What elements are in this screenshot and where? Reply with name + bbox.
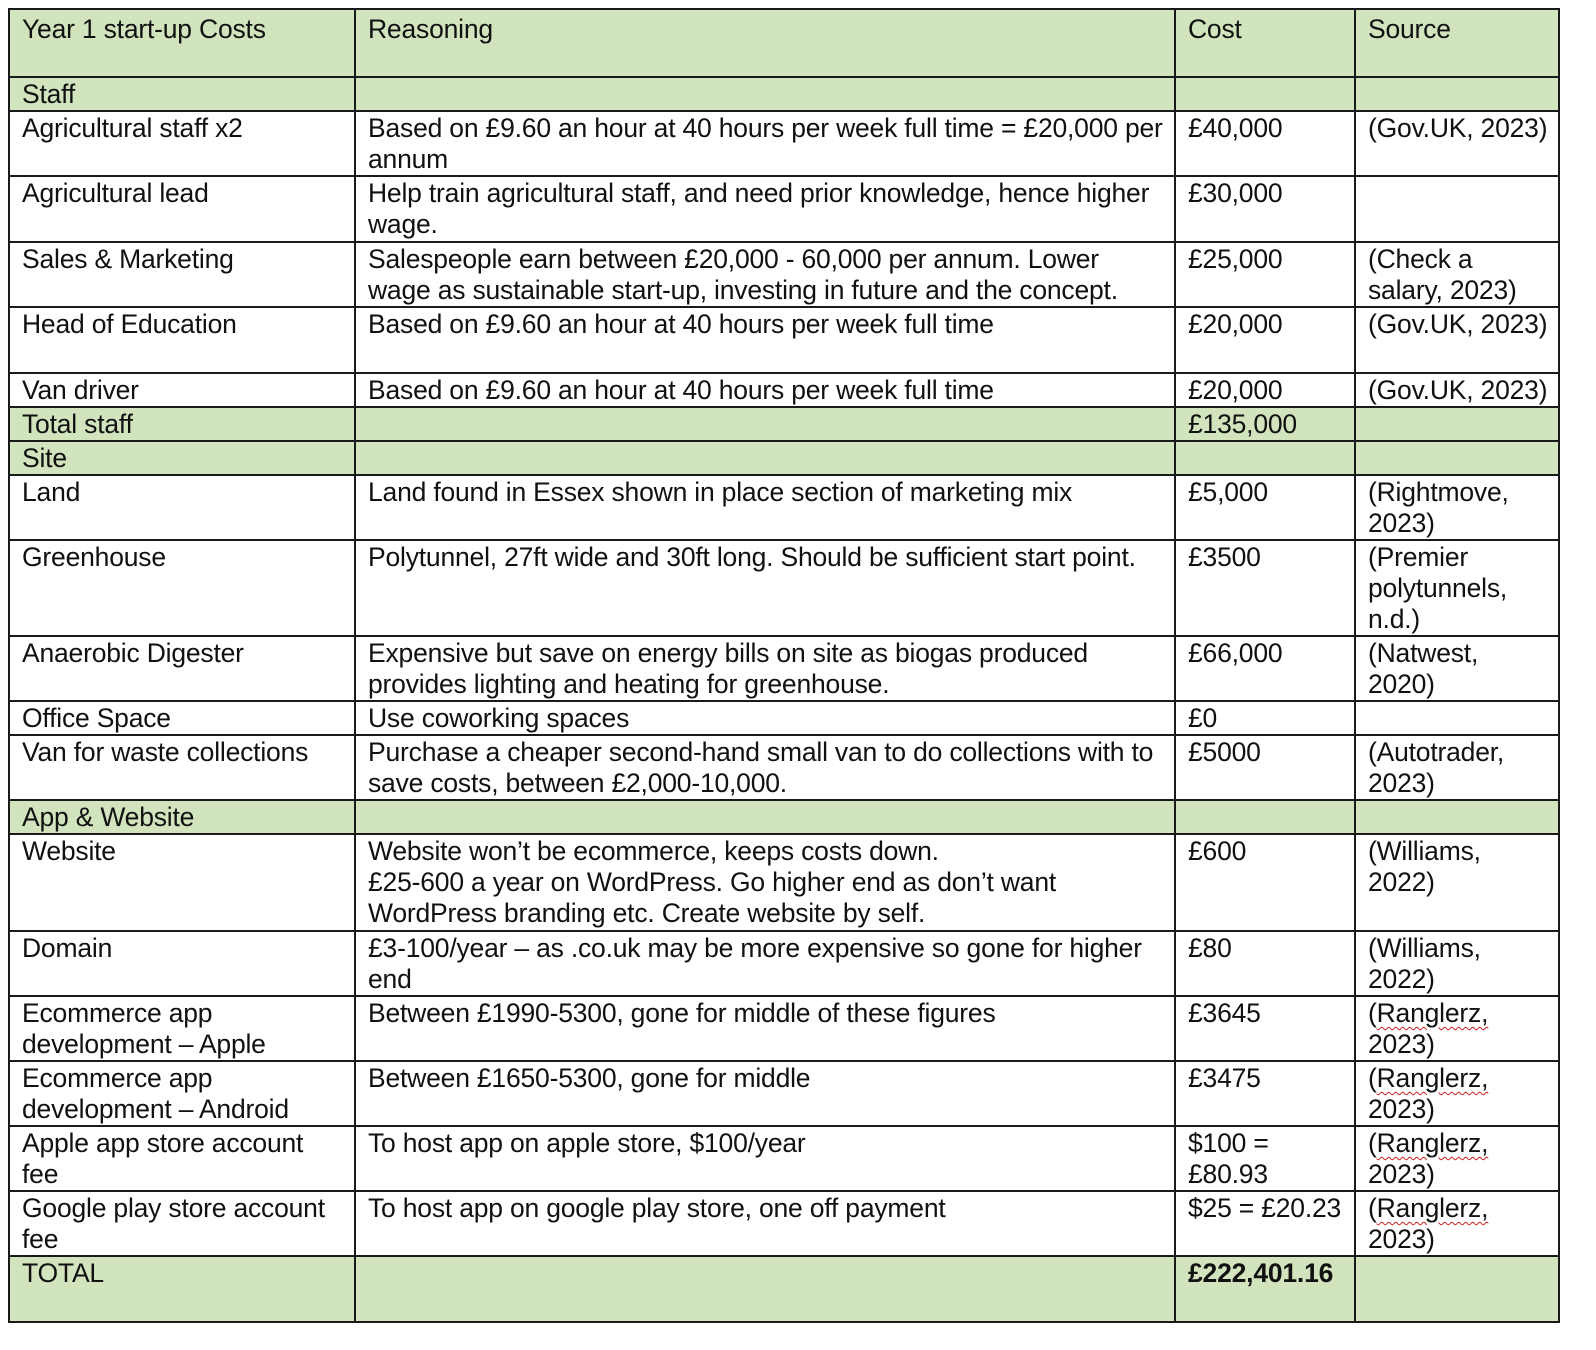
- source-text: (Rightmove, 2023): [1368, 477, 1509, 538]
- cell-reasoning: [355, 1191, 1175, 1256]
- cost-text: £600: [1188, 836, 1247, 866]
- source-text: (Natwest, 2020): [1368, 638, 1479, 699]
- cost-text: £80: [1188, 933, 1232, 963]
- cell-item: [9, 111, 355, 176]
- source-text: (Ranglerz, 2023): [1368, 998, 1489, 1059]
- cost-text: $25 = £20.23: [1188, 1193, 1342, 1223]
- cell-cost: [1175, 475, 1355, 540]
- cell-source: [1355, 475, 1559, 540]
- cell-reasoning: [355, 735, 1175, 800]
- item-text: Ecommerce app development – Apple: [22, 998, 266, 1059]
- cell-cost: [1175, 996, 1355, 1061]
- source-text: (Autotrader, 2023): [1368, 737, 1505, 798]
- cell-cost: [1175, 1126, 1355, 1191]
- table-row: [9, 242, 1559, 307]
- cell-item: [9, 407, 355, 441]
- source-text: (Gov.UK, 2023): [1368, 309, 1548, 339]
- item-text: Office Space: [22, 703, 171, 733]
- cost-text: £5,000: [1188, 477, 1268, 507]
- reasoning-text: Help train agricultural staff, and need prior knowledge, hence higher wage.: [368, 178, 1150, 239]
- cell-cost: [1175, 373, 1355, 407]
- cell-source: [1355, 407, 1559, 441]
- cell-item: [9, 176, 355, 242]
- source-text: (Williams, 2022): [1368, 933, 1481, 994]
- reasoning-text: Website won’t be ecommerce, keeps costs down. £25-600 a year on WordPress. Go higher end as don’t want WordPress branding etc. Create website by self.: [368, 836, 1057, 928]
- source-text: (Ranglerz, 2023): [1368, 1193, 1489, 1254]
- cell-reasoning: [355, 111, 1175, 176]
- cell-reasoning: [355, 636, 1175, 701]
- cell-cost: [1175, 701, 1355, 735]
- cell-item: [9, 931, 355, 996]
- cell-source: [1355, 176, 1559, 242]
- cell-cost: [1175, 111, 1355, 176]
- spellcheck-underline: Ranglerz,: [1376, 998, 1489, 1028]
- cell-item: [9, 800, 355, 834]
- cell-item: [9, 996, 355, 1061]
- cell-cost: [1175, 834, 1355, 931]
- cell-source: [1355, 800, 1559, 834]
- table-row: [9, 996, 1559, 1061]
- cell-reasoning: [355, 540, 1175, 636]
- cost-text: £20,000: [1188, 375, 1283, 405]
- cell-cost: [1175, 1191, 1355, 1256]
- source-text: (Gov.UK, 2023): [1368, 375, 1548, 405]
- source-text: (Ranglerz, 2023): [1368, 1128, 1489, 1189]
- cost-text: £0: [1188, 703, 1218, 733]
- cell-source: [1355, 996, 1559, 1061]
- item-text: TOTAL: [22, 1258, 104, 1288]
- cell-source: [1355, 111, 1559, 176]
- cell-reasoning: [355, 407, 1175, 441]
- cost-text: £222,401.16: [1188, 1258, 1334, 1288]
- reasoning-text: Between £1990-5300, gone for middle of these figures: [368, 998, 996, 1028]
- source-text: (Check a salary, 2023): [1368, 244, 1517, 305]
- startup-costs-table: [8, 8, 1560, 1323]
- table-row: [9, 176, 1559, 242]
- reasoning-text: Polytunnel, 27ft wide and 30ft long. Should be sufficient start point.: [368, 542, 1136, 572]
- item-text: Sales & Marketing: [22, 244, 234, 274]
- cell-reasoning: [355, 307, 1175, 373]
- source-text: (Premier polytunnels, n.d.): [1368, 542, 1508, 634]
- cell-source: [1355, 540, 1559, 636]
- cell-item: [9, 373, 355, 407]
- cell-source: [1355, 242, 1559, 307]
- section-row: [9, 800, 1559, 834]
- cell-reasoning: [355, 800, 1175, 834]
- cell-item: [9, 636, 355, 701]
- cell-source: [1355, 307, 1559, 373]
- cost-text: £66,000: [1188, 638, 1283, 668]
- table-row: [9, 307, 1559, 373]
- cell-reasoning: [355, 373, 1175, 407]
- item-text: Website: [22, 836, 116, 866]
- cell-cost: [1175, 1256, 1355, 1322]
- subtotal-row: [9, 407, 1559, 441]
- reasoning-text: Expensive but save on energy bills on site as biogas produced provides lighting and heating for greenhouse.: [368, 638, 1088, 699]
- cost-text: £135,000: [1188, 409, 1297, 439]
- table-row: [9, 735, 1559, 800]
- item-text: Apple app store account fee: [22, 1128, 304, 1189]
- table-row: [9, 111, 1559, 176]
- cell-cost: [1175, 77, 1355, 111]
- cell-reasoning: [355, 176, 1175, 242]
- cell-cost: [1175, 931, 1355, 996]
- reasoning-text: Based on £9.60 an hour at 40 hours per week full time: [368, 309, 994, 339]
- item-text: Agricultural lead: [22, 178, 209, 208]
- cell-cost: [1175, 1061, 1355, 1126]
- cost-text: £25,000: [1188, 244, 1283, 274]
- cell-cost: [1175, 735, 1355, 800]
- spellcheck-underline: Ranglerz,: [1376, 1063, 1489, 1093]
- cost-text: £3645: [1188, 998, 1261, 1028]
- source-text: (Williams, 2022): [1368, 836, 1481, 897]
- table-row: [9, 475, 1559, 540]
- table-row: [9, 373, 1559, 407]
- cell-source: [1355, 735, 1559, 800]
- cell-cost: [1175, 540, 1355, 636]
- cell-item: [9, 701, 355, 735]
- cell-item: [9, 834, 355, 931]
- cell-source: [1355, 931, 1559, 996]
- total-row: [9, 1256, 1559, 1322]
- item-text: App & Website: [22, 802, 195, 832]
- reasoning-text: To host app on apple store, $100/year: [368, 1128, 806, 1158]
- item-text: Agricultural staff x2: [22, 113, 243, 143]
- cost-text: £40,000: [1188, 113, 1283, 143]
- cell-cost: [1175, 800, 1355, 834]
- reasoning-text: To host app on google play store, one off payment: [368, 1193, 946, 1223]
- cell-reasoning: [355, 441, 1175, 475]
- item-text: Van driver: [22, 375, 139, 405]
- header-item: Year 1 start-up Costs: [9, 9, 355, 77]
- header-row: [9, 9, 1559, 77]
- reasoning-text: Based on £9.60 an hour at 40 hours per week full time: [368, 375, 994, 405]
- item-text: Greenhouse: [22, 542, 166, 572]
- table-row: [9, 1061, 1559, 1126]
- cell-item: [9, 475, 355, 540]
- header-source: Source: [1355, 9, 1559, 77]
- cell-source: [1355, 1191, 1559, 1256]
- cell-reasoning: [355, 242, 1175, 307]
- section-row: [9, 77, 1559, 111]
- spellcheck-underline: Ranglerz,: [1376, 1128, 1489, 1158]
- cell-item: [9, 77, 355, 111]
- cell-item: [9, 242, 355, 307]
- cell-cost: [1175, 307, 1355, 373]
- table-row: [9, 1191, 1559, 1256]
- table-row: [9, 636, 1559, 701]
- cell-source: [1355, 373, 1559, 407]
- cell-source: [1355, 1256, 1559, 1322]
- cell-cost: [1175, 242, 1355, 307]
- header-reasoning: Reasoning: [355, 9, 1175, 77]
- table-body: [9, 77, 1559, 1322]
- cell-source: [1355, 834, 1559, 931]
- cell-item: [9, 540, 355, 636]
- cell-reasoning: [355, 1061, 1175, 1126]
- item-text: Anaerobic Digester: [22, 638, 244, 668]
- cell-reasoning: [355, 475, 1175, 540]
- reasoning-text: Based on £9.60 an hour at 40 hours per week full time = £20,000 per annum: [368, 113, 1163, 174]
- table-row: [9, 540, 1559, 636]
- table-row: [9, 1126, 1559, 1191]
- cell-source: [1355, 1126, 1559, 1191]
- item-text: Van for waste collections: [22, 737, 309, 767]
- item-text: Staff: [22, 79, 76, 109]
- cost-text: $100 = £80.93: [1188, 1128, 1269, 1189]
- header-cost: Cost: [1175, 9, 1355, 77]
- source-text: (Ranglerz, 2023): [1368, 1063, 1489, 1124]
- cell-reasoning: [355, 996, 1175, 1061]
- cost-text: £5000: [1188, 737, 1261, 767]
- reasoning-text: Salespeople earn between £20,000 - 60,000 per annum. Lower wage as sustainable start-up, investing in future and the concept.: [368, 244, 1118, 305]
- reasoning-text: Use coworking spaces: [368, 703, 630, 733]
- item-text: Site: [22, 443, 67, 473]
- cell-item: [9, 735, 355, 800]
- cell-reasoning: [355, 931, 1175, 996]
- cell-cost: [1175, 636, 1355, 701]
- item-text: Ecommerce app development – Android: [22, 1063, 289, 1124]
- reasoning-text: £3-100/year – as .co.uk may be more expensive so gone for higher end: [368, 933, 1142, 994]
- item-text: Land: [22, 477, 81, 507]
- spellcheck-underline: Ranglerz,: [1376, 1193, 1489, 1223]
- cell-item: [9, 1191, 355, 1256]
- cell-reasoning: [355, 1256, 1175, 1322]
- reasoning-text: Land found in Essex shown in place section of marketing mix: [368, 477, 1073, 507]
- cost-text: £20,000: [1188, 309, 1283, 339]
- cost-text: £30,000: [1188, 178, 1283, 208]
- cell-reasoning: [355, 1126, 1175, 1191]
- cell-cost: [1175, 407, 1355, 441]
- cell-source: [1355, 701, 1559, 735]
- cell-reasoning: [355, 701, 1175, 735]
- reasoning-text: Between £1650-5300, gone for middle: [368, 1063, 811, 1093]
- cell-cost: [1175, 176, 1355, 242]
- table-row: [9, 701, 1559, 735]
- reasoning-text: Purchase a cheaper second-hand small van to do collections with to save costs, between £2,000-10,000.: [368, 737, 1154, 798]
- cell-item: [9, 1061, 355, 1126]
- cell-item: [9, 1256, 355, 1322]
- cell-source: [1355, 441, 1559, 475]
- cost-text: £3500: [1188, 542, 1261, 572]
- cell-reasoning: [355, 834, 1175, 931]
- item-text: Head of Education: [22, 309, 237, 339]
- section-row: [9, 441, 1559, 475]
- cost-text: £3475: [1188, 1063, 1261, 1093]
- item-text: Domain: [22, 933, 113, 963]
- item-text: Google play store account fee: [22, 1193, 325, 1254]
- table-row: [9, 834, 1559, 931]
- source-text: (Gov.UK, 2023): [1368, 113, 1548, 143]
- cell-item: [9, 441, 355, 475]
- cell-source: [1355, 1061, 1559, 1126]
- cell-source: [1355, 636, 1559, 701]
- table-row: [9, 931, 1559, 996]
- item-text: Total staff: [22, 409, 133, 439]
- cell-cost: [1175, 441, 1355, 475]
- cell-item: [9, 307, 355, 373]
- cell-item: [9, 1126, 355, 1191]
- cell-source: [1355, 77, 1559, 111]
- cell-reasoning: [355, 77, 1175, 111]
